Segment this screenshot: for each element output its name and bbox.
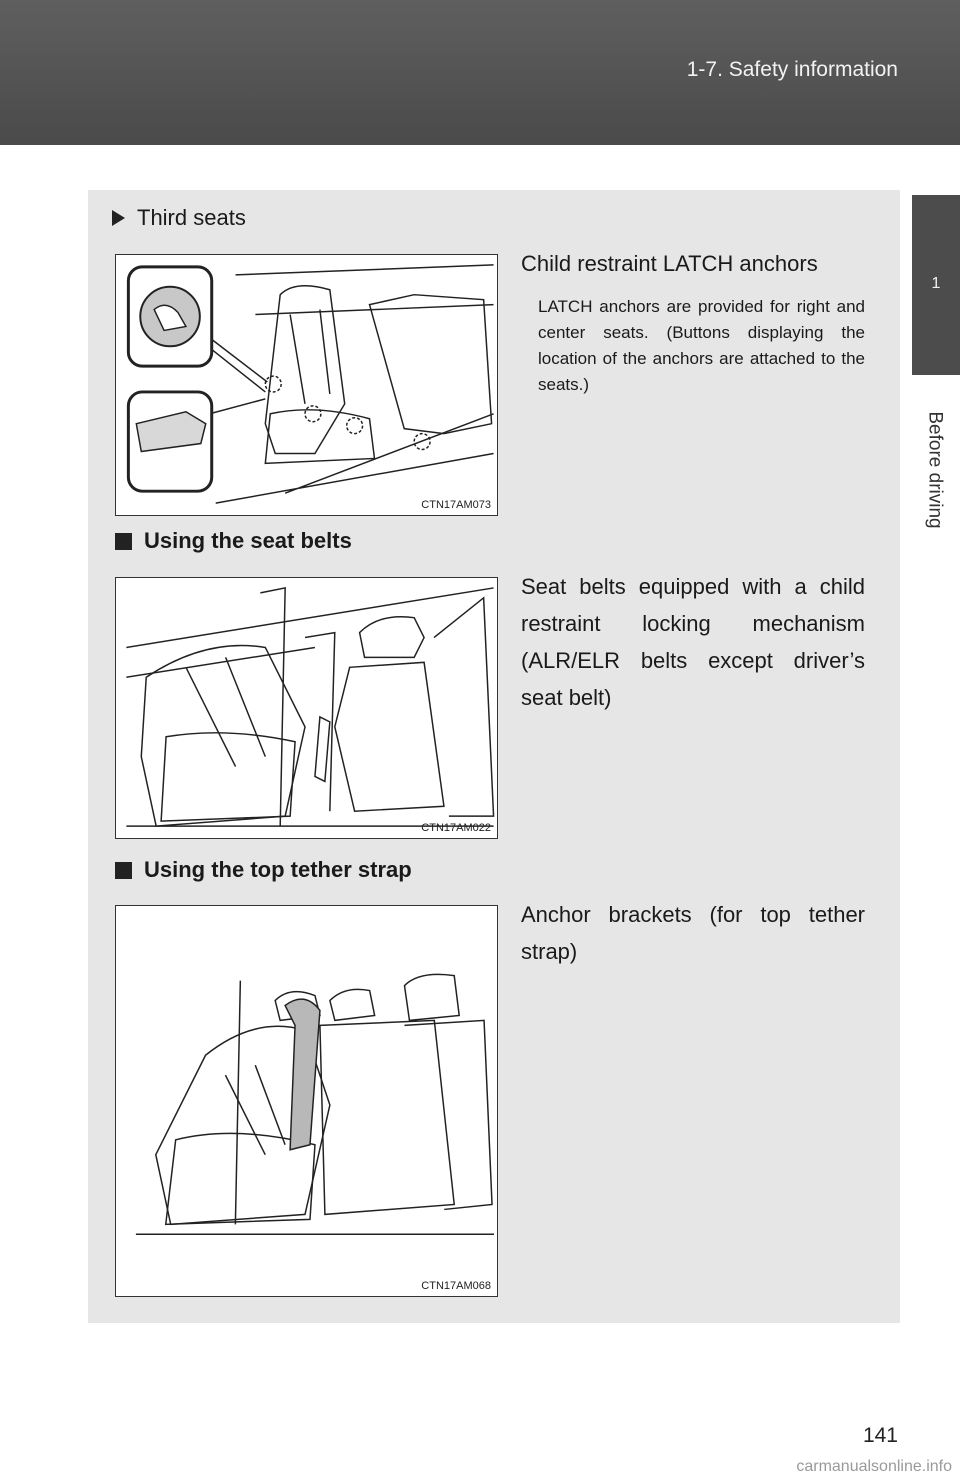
arrow-right-icon <box>112 210 125 226</box>
chapter-label-text: Before driving <box>925 411 947 529</box>
seat-belts-title: Using the seat belts <box>144 528 352 553</box>
figure-latch-anchors <box>115 254 498 516</box>
latch-anchors-illustration <box>116 255 497 515</box>
chapter-tab <box>912 195 960 375</box>
latch-anchors-caption: Child restraint LATCH anchors <box>521 251 818 276</box>
square-bullet-icon <box>115 533 132 550</box>
figure-code: CTN17AM022 <box>421 822 491 834</box>
page-number: 141 <box>862 1424 898 1447</box>
watermark: carmanualsonline.info <box>796 1458 952 1475</box>
chapter-title: 1-7. Safety information <box>686 58 898 81</box>
seat-belt-illustration <box>116 578 497 838</box>
third-seats-title: Third seats <box>137 205 246 230</box>
figure-seat-belts <box>115 577 498 839</box>
figure-code: CTN17AM073 <box>421 499 491 511</box>
top-tether-heading <box>115 857 412 883</box>
chapter-side-label <box>913 395 957 545</box>
seat-belts-heading <box>115 528 352 554</box>
chapter-number: 1 <box>931 275 941 292</box>
page-header <box>0 0 960 145</box>
latch-anchors-note: LATCH anchors are provided for right and center seats. (Buttons displaying the location of the anchors are attached to the seats.) <box>538 297 865 394</box>
top-tether-illustration <box>116 906 497 1296</box>
top-tether-title: Using the top tether strap <box>144 857 412 882</box>
top-tether-text: Anchor brackets (for top tether strap) <box>521 902 865 964</box>
figure-code: CTN17AM068 <box>421 1280 491 1292</box>
square-bullet-icon <box>115 862 132 879</box>
figure-top-tether <box>115 905 498 1297</box>
seat-belts-text: Seat belts equipped with a child restraint locking mechanism (ALR/ELR belts except driver’s seat belt) <box>521 574 865 710</box>
third-seats-heading <box>112 205 246 231</box>
